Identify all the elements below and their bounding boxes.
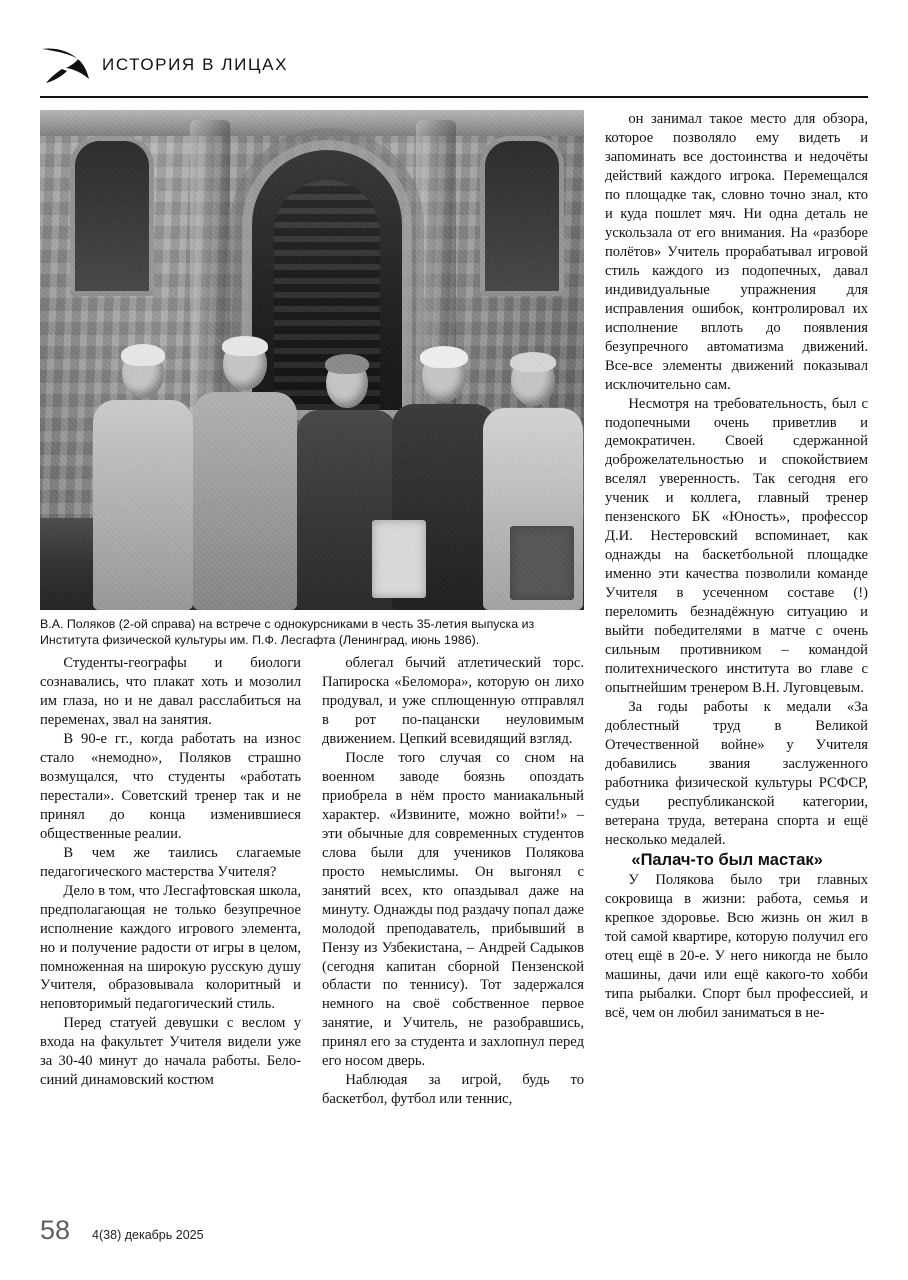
person-hair — [325, 354, 369, 374]
section-subheading: «Палач-то был мастак» — [631, 850, 823, 869]
person-figure — [190, 340, 300, 610]
person-hair — [222, 336, 268, 356]
paragraph: Перед статуей девушки с веслом у входа на факультет Учителя видели уже за 30-40 минут до начала работы. Бело-синий динамовский костюм — [40, 1015, 301, 1089]
paragraph: он занимал такое место для обзора, которое позволяло ему видеть и запоминать все достоинства и недочёты действий каждого игрока. Перемещался по площадке так, словно точно знал, кто и куда пошлет мяч. Ни одна деталь не ускользала от его внимания. На «разборе полётов» Учитель прорабатывал игровой стиль каждого из подопечных, давал индивидуальные упражнения для исправления ошибок, контролировал их исполнение вплоть до появления безупречного автоматизма движений. Все-все элементы движений показывал исключительно сам. — [605, 111, 868, 393]
paragraph: В чем же таились слагаемые педагогического мастерства Учителя? — [40, 844, 301, 880]
paragraph: После того случая со сном на военном заводе боязнь опоздать приобрела в нём просто маниакальный характер. «Извините, можно войти!» – эти обычные для современных студентов слова были для учеников Полякова просто немыслимы. Он выгонял с занятий всех, кто опаздывал даже на минуту. Однажды под раздачу попал даже молодой преподаватель, прибывший в Пензу из Узбекистана, – Андрей Садыков (сегодня капитан сборной Пензенской области по теннису). Тот задержался немного на своё собственное первое занятие, и Учитель, не разобравшись, принял его за студента и захлопнул перед его носом дверь. — [322, 749, 584, 1070]
paragraph: Студенты-географы и биологи сознавались, что плакат хоть и мозолил им глаза, но и не давал расслабиться на переменах, звал на занятия. — [40, 655, 301, 728]
person-coat — [193, 392, 297, 610]
facade-cornice — [40, 110, 584, 136]
carry-bag — [510, 526, 574, 600]
paragraph: В 90-е гг., когда работать на износ стало «немодно», Поляков страшно возмущался, что студенты «работать перестали». Советский тренер так и не принял до конца изменившиеся общественные реалии. — [40, 730, 301, 842]
person-hair — [510, 352, 556, 372]
person-hair — [420, 346, 468, 368]
photograph — [40, 110, 584, 610]
page-footer — [40, 1215, 204, 1246]
paragraph: Наблюдая за игрой, будь то баскетбол, футбол или теннис, — [322, 1072, 584, 1108]
issue-label: 4(38) декабрь 2025 — [92, 1228, 204, 1242]
person-hair — [121, 344, 165, 366]
column-middle — [322, 654, 584, 1109]
page-header — [40, 38, 868, 92]
header-divider — [40, 96, 868, 98]
page-title: ИСТОРИЯ В ЛИЦАХ — [102, 55, 289, 74]
person-coat — [93, 400, 193, 610]
column-right — [605, 110, 868, 1023]
paragraph: Несмотря на требовательность, был с подопечными очень приветлив и демократичен. Своей сдержанной доброжелательностью и спокойствием вселял уверенность. Так сегодня его ученик и коллега, главный тренер пензенского БК «Юность», профессор Д.И. Нестеровский вспоминает, как однажды на баскетбольной площадке именно эти качества позволили команде Учителя в усеченном составе (!) переломить безнадёжную ситуацию и выйти победителями в матче с очень сильным противником – командой политехнического института во главе с опытнейшим тренером В.Н. Луговцевым. — [605, 395, 868, 697]
paragraph: Дело в том, что Лесгафтовская школа, предполагающая не только безупречное исполнение каждого игрового элемента, но и получение радости от игры в целом, помноженная на широкую русскую душу Учителя, образовывала колоритный и неповторимый педагогический стиль. — [40, 882, 301, 1013]
facade-window — [70, 136, 154, 296]
paragraph: У Полякова было три главных сокровища в жизни: работа, семья и крепкое здоровье. Всю жизнь он жил в той самой квартире, которую получил его отец ещё в 20-е. У него никогда не было машины, дачи или ещё какого-то хобби типа рыбалки. Спорт был профессией, и всё, чем он любил заниматься в не- — [605, 872, 868, 1021]
page-number: 58 — [40, 1215, 71, 1245]
photo-block — [40, 110, 584, 649]
carry-bag — [372, 520, 426, 598]
paragraph: За годы работы к медали «За доблестный труд в Великой Отечественной войне» у Учителя добавились звания заслуженного работника физической культуры РСФСР, судьи республиканской категории, ветерана труда, ветерана спорта и ещё несколько медалей. — [605, 699, 868, 848]
swallow-bird-icon — [40, 45, 92, 85]
person-figure — [88, 350, 198, 610]
photo-caption: В.А. Поляков (2-ой справа) на встрече с однокурсниками в честь 35-летия выпуска из Института физической культуры им. П.Ф. Лесгафта (Ленинград, июнь 1986). — [40, 617, 535, 647]
paragraph: облегал бычий атлетический торс. Папироска «Беломора», которую он лихо продувал, и уже сплющенную отправлял в рот по-пацански неуловимым движением. Цепкий всевидящий взгляд. — [322, 655, 584, 747]
facade-window — [480, 136, 564, 296]
column-left — [40, 654, 301, 1090]
